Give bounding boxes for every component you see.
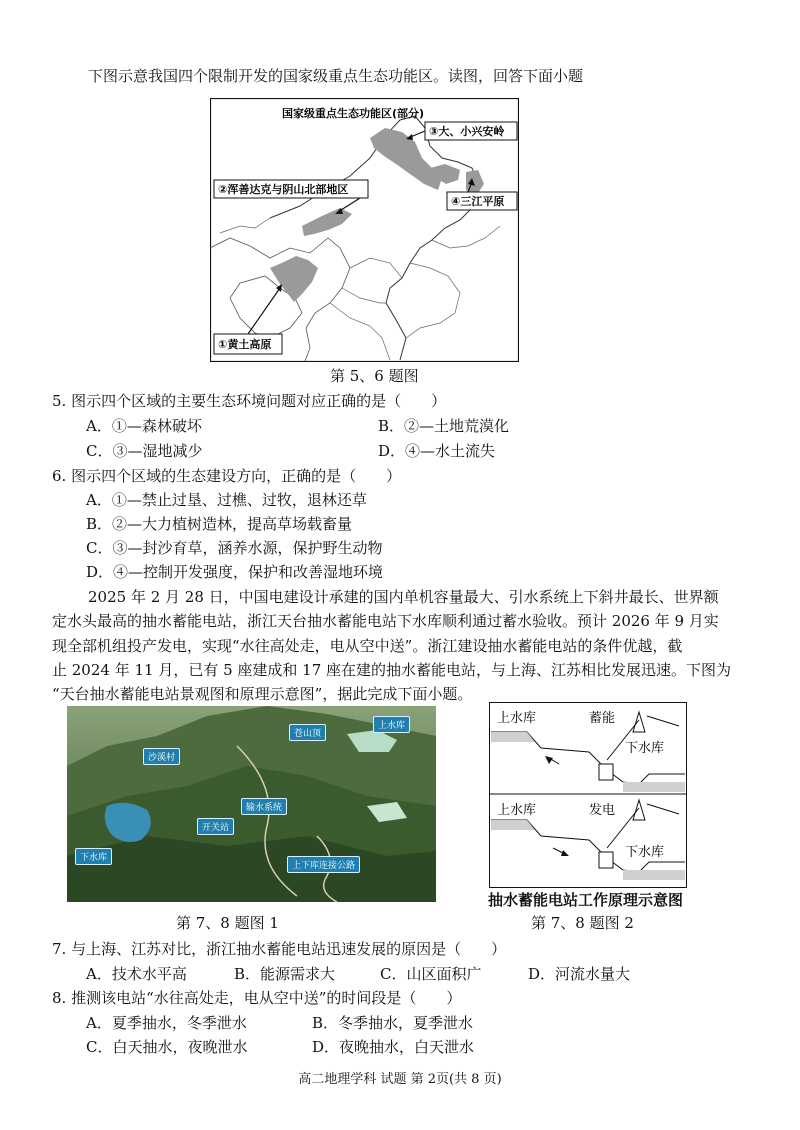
- zone1-label: ①黄土高原: [218, 338, 272, 351]
- question-7-option-d: D．河流水量大: [528, 965, 631, 983]
- question-7-option-a: A．技术水平高: [86, 965, 187, 983]
- passage-line: 现全部机组投产发电，实现“水往高处走，电从空中送”。浙江建设抽水蓄能电站的条件优越，截: [52, 637, 683, 655]
- diagram-lower-label-1: 下水库: [625, 741, 665, 756]
- question-5-option-b: B．②—土地荒漠化: [378, 417, 510, 435]
- ecological-zones-map: [210, 98, 519, 362]
- map-title: 国家级重点生态功能区(部分): [282, 107, 425, 120]
- question-6-stem: 6. 图示四个区域的生态建设方向，正确的是（ ）: [52, 467, 402, 485]
- question-6-option-a: A．①—禁止过垦、过樵、过牧，退林还草: [86, 491, 367, 509]
- question-5-stem: 5. 图示四个区域的主要生态环境问题对应正确的是（ ）: [52, 392, 447, 410]
- label-lower-reservoir: 下水库: [75, 848, 112, 865]
- passage-line: 止 2024 年 11 月，已有 5 座建成和 17 座在建的抽水蓄能电站，与上海、江苏相比发展迅速。下图为: [52, 661, 732, 679]
- page-footer: 高二地理学科 试题 第 2页(共 8 页): [298, 1072, 502, 1087]
- diagram-mode-generation: 发电: [589, 803, 616, 818]
- diagram-upper-label-1: 上水库: [497, 711, 537, 726]
- question-8-option-c: C．白天抽水，夜晚泄水: [86, 1038, 248, 1056]
- zone2-label: ②浑善达克与阴山北部地区: [218, 183, 349, 196]
- label-cangshan-peak: 苍山顶: [289, 724, 326, 741]
- question-8-option-d: D．夜晚抽水，白天泄水: [312, 1038, 475, 1056]
- figure-caption-7-8-1: 第 7、8 题图 1: [176, 914, 279, 932]
- figure-caption-7-8-2: 第 7、8 题图 2: [531, 914, 634, 932]
- question-5-option-d: D．④—水土流失: [378, 442, 496, 460]
- label-switch-station: 开关站: [197, 818, 234, 835]
- zone4-label: ④三江平原: [451, 195, 505, 208]
- intro-text: 下图示意我国四个限制开发的国家级重点生态功能区。读图，回答下面小题: [88, 67, 584, 85]
- question-8-option-b: B．冬季抽水，夏季泄水: [312, 1014, 474, 1032]
- question-8-option-a: A．夏季抽水，冬季泄水: [86, 1014, 247, 1032]
- pumped-storage-principle-diagram: [489, 702, 687, 888]
- passage-line: 定水头最高的抽水蓄能电站，浙江天台抽水蓄能电站下水库顺利通过蓄水验收。预计 2026 年 9 月实: [52, 612, 719, 630]
- figure-caption-5-6: 第 5、6 题图: [330, 367, 419, 385]
- passage-line: 2025 年 2 月 28 日，中国电建设计承建的国内单机容量最大、引水系统上下斜井最长、世界额: [88, 588, 719, 606]
- label-connecting-road: 上下库连接公路: [287, 856, 360, 873]
- power-station-landscape-photo: [67, 706, 436, 902]
- question-5-option-a: A．①—森林破坏: [86, 417, 202, 435]
- label-shaxi-village: 沙溪村: [143, 748, 180, 765]
- question-7-option-c: C．山区面积广: [380, 965, 482, 983]
- question-5-option-c: C．③—湿地减少: [86, 442, 203, 460]
- diagram-lower-label-2: 下水库: [625, 845, 665, 860]
- question-7-option-b: B．能源需求大: [234, 965, 336, 983]
- diagram-mode-storage: 蓄能: [589, 711, 616, 726]
- question-7-stem: 7. 与上海、江苏对比，浙江抽水蓄能电站迅速发展的原因是（ ）: [52, 940, 507, 958]
- diagram-title: 抽水蓄能电站工作原理示意图: [488, 891, 684, 909]
- zone3-label: ③大、小兴安岭: [429, 125, 505, 138]
- label-upper-reservoir: 上水库: [373, 716, 410, 733]
- passage-line: “天台抽水蓄能电站景观图和原理示意图”，据此完成下面小题。: [52, 685, 473, 703]
- diagram-upper-label-2: 上水库: [497, 803, 537, 818]
- question-6-option-b: B．②—大力植树造林，提高草场载畜量: [86, 515, 353, 533]
- question-6-option-c: C．③—封沙育草，涵养水源，保护野生动物: [86, 539, 383, 557]
- question-8-stem: 8. 推测该电站“水往高处走，电从空中送”的时间段是（ ）: [52, 989, 462, 1007]
- label-water-system: 输水系统: [241, 798, 287, 815]
- question-6-option-d: D．④—控制开发强度，保护和改善湿地环境: [86, 563, 384, 581]
